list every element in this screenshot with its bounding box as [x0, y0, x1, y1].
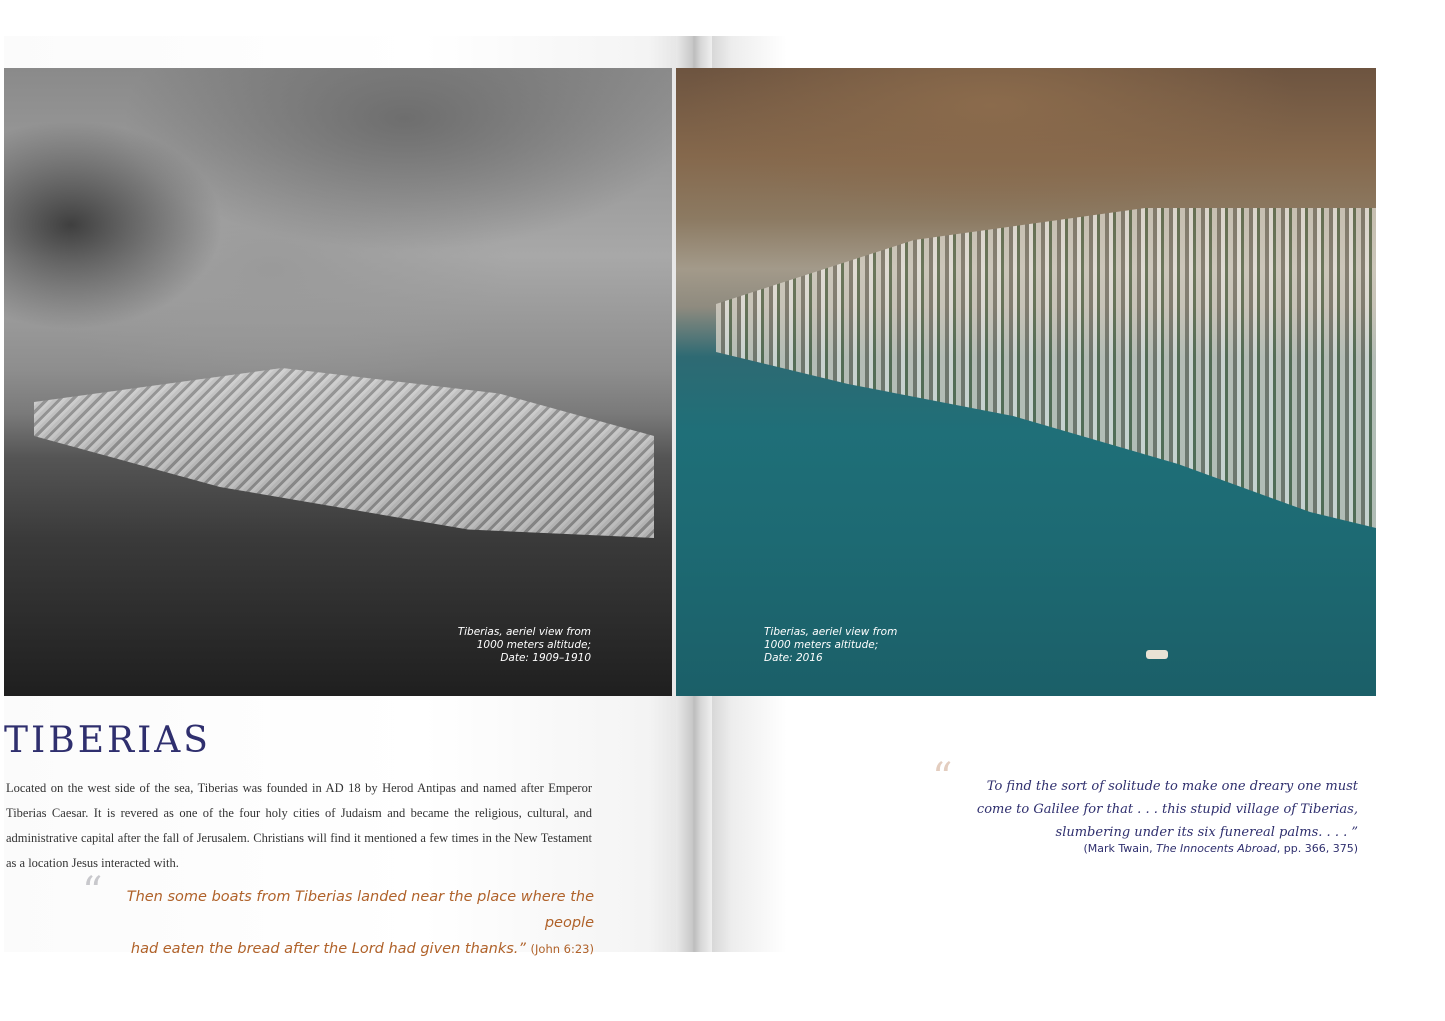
boat — [1146, 650, 1168, 659]
verse-line: Then some boats from Tiberias landed near the place where the people — [126, 889, 594, 931]
caption-line: Date: 2016 — [764, 652, 823, 664]
modern-photo-caption — [764, 626, 924, 665]
verse-reference: (John 6:23) — [530, 942, 594, 956]
modern-aerial-photo — [676, 68, 1376, 696]
historic-town-texture — [34, 368, 654, 538]
historic-photo-caption — [444, 626, 591, 665]
citation-prefix: (Mark Twain, — [1083, 842, 1153, 855]
open-quote-icon: “ — [932, 755, 953, 801]
verse-line: had eaten the bread after the Lord had given thanks.” — [130, 941, 526, 957]
citation-suffix: , pp. 366, 375) — [1276, 842, 1358, 855]
twain-citation — [940, 842, 1358, 855]
verse-line-with-ref — [120, 936, 594, 962]
bible-verse-quote — [120, 884, 594, 962]
twain-line: come to Galilee for that . . . this stupid village of Tiberias, — [976, 802, 1358, 817]
section-title: TIBERIAS — [4, 720, 211, 761]
caption-line: 1000 meters altitude; — [476, 639, 591, 651]
open-quote-icon: “ — [82, 869, 103, 915]
caption-line: Tiberias, aeriel view from — [764, 626, 898, 638]
caption-line: Date: 1909–1910 — [500, 652, 591, 664]
twain-quote — [940, 775, 1358, 844]
historic-aerial-photo — [4, 68, 672, 696]
modern-city-texture — [716, 208, 1376, 528]
twain-line: To find the sort of solitude to make one dreary one must — [986, 779, 1358, 794]
citation-book-title: The Innocents Abroad — [1156, 842, 1277, 855]
twain-line: slumbering under its six funereal palms. . . . ” — [1055, 825, 1358, 840]
body-paragraph: Located on the west side of the sea, Tiberias was founded in AD 18 by Herod Antipas and named after Emperor Tiberias Caesar. It is revered as one of the four holy cities of Judaism and became the religious, cultural, and administrative capital after the fall of Jerusalem. Christians will find it mentioned a few times in the New Testament as a location Jesus interacted with. — [6, 781, 592, 870]
caption-line: Tiberias, aeriel view from — [457, 626, 591, 638]
caption-line: 1000 meters altitude; — [764, 639, 879, 651]
